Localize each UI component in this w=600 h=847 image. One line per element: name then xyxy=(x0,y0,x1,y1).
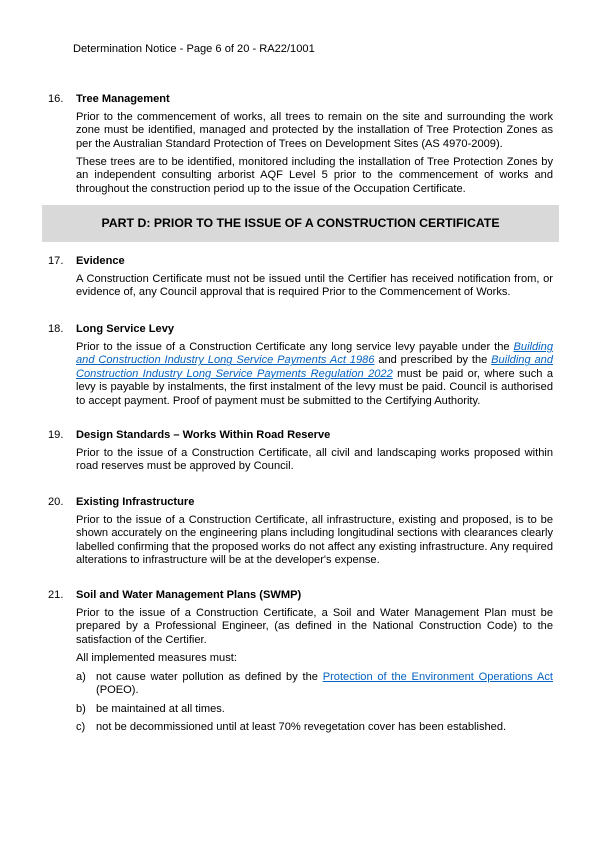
poeo-act-link[interactable]: Protection of the Environment Operations Act xyxy=(322,671,553,683)
condition-paragraph: Prior to the issue of a Construction Certificate, all infrastructure, existing and proposed, is to be shown accurately on the engineering plans including longitudinal sections with clearances clearly labelled confirming that the proposed works do not affect any existing infrastructure. Any required alterations to infrastructure will be at the developer's expense. xyxy=(76,514,553,567)
condition-paragraph: Prior to the commencement of works, all trees to remain on the site and surrounding the work zone must be identified, managed and protected by the installation of Tree Protection Zones as per the Australian Standard Protection of Trees on Development Sites (AS 4970-2009). xyxy=(76,111,553,150)
condition-paragraph: All implemented measures must: xyxy=(76,652,237,664)
condition-number: 17. xyxy=(48,255,64,267)
condition-paragraph xyxy=(76,341,553,408)
text-run: Prior to the issue of a Construction Certificate any long service levy payable under the xyxy=(76,341,514,353)
condition-paragraph: These trees are to be identified, monitored including the installation of Tree Protection Zones by an independent consulting arborist AQF Level 5 prior to the commencement of works and throughout the construction period up to the issue of the Occupation Certificate. xyxy=(76,156,553,195)
text-run: and prescribed by the xyxy=(374,354,492,367)
text-run: (POEO). xyxy=(96,684,139,697)
text-run: must be paid or, where such a levy is payable by instalments, the first instalment of the levy must be paid. Council is authorised to accept payment. Proof of payment must be submitted to the Certifying Authority. xyxy=(76,367,553,407)
condition-number: 21. xyxy=(48,589,64,601)
part-d-heading-band xyxy=(42,205,559,242)
condition-number: 19. xyxy=(48,429,64,441)
condition-paragraph: Prior to the issue of a Construction Certificate, a Soil and Water Management Plan must be prepared by a Professional Engineer, (as defined in the National Construction Code) to the satisfaction of the Certifier. xyxy=(76,607,553,646)
list-item-text: not be decommissioned until at least 70% revegetation cover has been established. xyxy=(96,721,507,733)
condition-number: 16. xyxy=(48,93,64,105)
condition-paragraph: A Construction Certificate must not be issued until the Certifier has received notification from, or evidence of, any Council approval that is required Prior to the Commencement of Works. xyxy=(76,273,553,299)
list-item-label: b) xyxy=(76,703,86,715)
condition-number: 18. xyxy=(48,323,64,335)
page-header: Determination Notice - Page 6 of 20 - RA22/1001 xyxy=(73,43,315,55)
condition-title: Tree Management xyxy=(76,93,170,105)
list-item-label: a) xyxy=(76,671,86,683)
text-run: not cause water pollution as defined by the xyxy=(96,671,323,683)
condition-paragraph: Prior to the issue of a Construction Certificate, all civil and landscaping works proposed within road reserves must be approved by Council. xyxy=(76,447,553,473)
condition-title: Evidence xyxy=(76,255,125,267)
regulation-link[interactable]: Building and Construction Industry Long Service Payments Regulation 2022 xyxy=(76,354,553,380)
part-d-title: PART D: PRIOR TO THE ISSUE OF A CONSTRUCTION CERTIFICATE xyxy=(101,216,500,230)
list-item-text: be maintained at all times. xyxy=(96,703,225,715)
list-item-text xyxy=(96,671,553,698)
condition-title: Soil and Water Management Plans (SWMP) xyxy=(76,589,302,601)
condition-title: Existing Infrastructure xyxy=(76,496,195,508)
act-link[interactable]: Building and Construction Industry Long Service Payments Act 1986 xyxy=(76,341,553,367)
list-item-label: c) xyxy=(76,721,86,733)
condition-number: 20. xyxy=(48,496,64,508)
condition-title: Long Service Levy xyxy=(76,323,175,335)
condition-title: Design Standards – Works Within Road Reserve xyxy=(76,429,331,441)
